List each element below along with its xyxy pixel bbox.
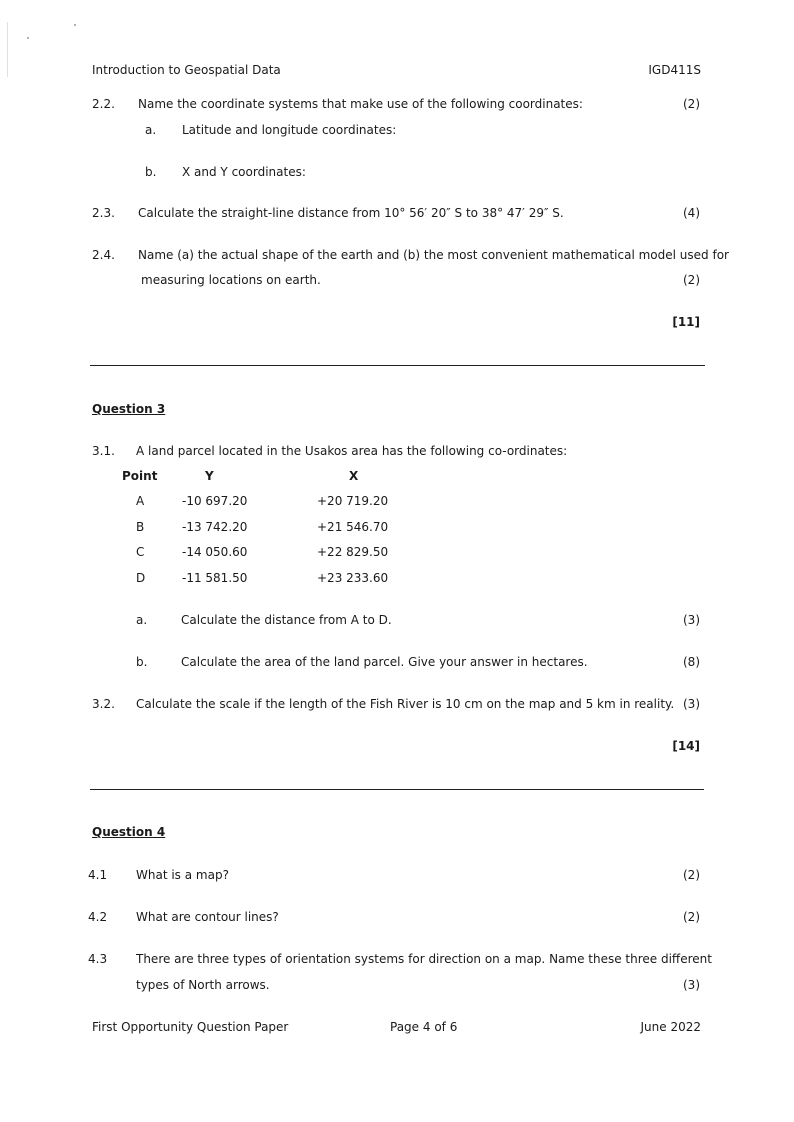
q3-2-text: Calculate the scale if the length of the Fish River is 10 cm on the map and 5 km in reality. (136, 697, 675, 711)
q4-3-number: 4.3 (88, 952, 108, 966)
table-cell-y: -13 742.20 (182, 520, 248, 534)
scan-speck (74, 24, 76, 26)
section-divider (90, 789, 704, 790)
q3-total-marks: [14] (672, 739, 700, 753)
question-4-heading: Question 4 (92, 825, 166, 839)
footer-paper-type: First Opportunity Question Paper (92, 1020, 289, 1034)
footer-page-number: Page 4 of 6 (390, 1020, 458, 1034)
q3-1-number: 3.1. (92, 444, 115, 458)
q4-3-marks: (3) (683, 978, 700, 992)
q3-2-number: 3.2. (92, 697, 115, 711)
table-cell-x: +22 829.50 (317, 545, 389, 559)
scan-speck (27, 37, 29, 39)
table-cell-y: -14 050.60 (182, 545, 248, 559)
course-code: IGD411S (648, 63, 701, 77)
q2-2-text: Name the coordinate systems that make use of the following coordinates: (138, 97, 583, 111)
q3-2-marks: (3) (683, 697, 700, 711)
course-title: Introduction to Geospatial Data (92, 63, 281, 77)
question-3-heading: Question 3 (92, 402, 166, 416)
table-cell-y: -10 697.20 (182, 494, 248, 508)
table-header-point: Point (122, 469, 158, 483)
table-cell-x: +20 719.20 (317, 494, 389, 508)
q3-1-b-marks: (8) (683, 655, 700, 669)
footer-date: June 2022 (640, 1020, 701, 1034)
q2-2-a-text: Latitude and longitude coordinates: (182, 123, 397, 137)
q2-2-number: 2.2. (92, 97, 115, 111)
table-cell-x: +23 233.60 (317, 571, 389, 585)
q2-4-text-line2: measuring locations on earth. (141, 273, 321, 287)
table-cell-point: A (136, 494, 145, 508)
section-divider (90, 365, 705, 366)
q4-2-marks: (2) (683, 910, 700, 924)
q3-1-text: A land parcel located in the Usakos area has the following co-ordinates: (136, 444, 568, 458)
q2-3-text: Calculate the straight-line distance from 10° 56′ 20″ S to 38° 47′ 29″ S. (138, 206, 564, 220)
q3-1-b-text: Calculate the area of the land parcel. Give your answer in hectares. (181, 655, 588, 669)
q3-1-b-label: b. (136, 655, 148, 669)
table-cell-point: B (136, 520, 145, 534)
q3-1-a-text: Calculate the distance from A to D. (181, 613, 392, 627)
q2-2-marks: (2) (683, 97, 700, 111)
q3-1-a-marks: (3) (683, 613, 700, 627)
table-header-x: X (349, 469, 359, 483)
q4-3-text-line1: There are three types of orientation systems for direction on a map. Name these three different (136, 952, 712, 966)
q2-4-text-line1: Name (a) the actual shape of the earth and (b) the most convenient mathematical model used for (138, 248, 729, 262)
q2-3-marks: (4) (683, 206, 700, 220)
q2-4-number: 2.4. (92, 248, 115, 262)
q4-1-text: What is a map? (136, 868, 229, 882)
table-cell-x: +21 546.70 (317, 520, 389, 534)
q4-1-marks: (2) (683, 868, 700, 882)
q4-2-text: What are contour lines? (136, 910, 279, 924)
q2-total-marks: [11] (672, 315, 700, 329)
table-cell-y: -11 581.50 (182, 571, 248, 585)
q4-3-text-line2: types of North arrows. (136, 978, 270, 992)
q2-2-b-text: X and Y coordinates: (182, 165, 306, 179)
table-cell-point: D (136, 571, 146, 585)
q2-2-a-label: a. (145, 123, 157, 137)
q2-3-number: 2.3. (92, 206, 115, 220)
table-header-y: Y (205, 469, 214, 483)
q4-2-number: 4.2 (88, 910, 108, 924)
table-cell-point: C (136, 545, 145, 559)
q2-2-b-label: b. (145, 165, 157, 179)
q2-4-marks: (2) (683, 273, 700, 287)
scan-edge-mark (7, 22, 8, 77)
q4-1-number: 4.1 (88, 868, 108, 882)
q3-1-a-label: a. (136, 613, 148, 627)
